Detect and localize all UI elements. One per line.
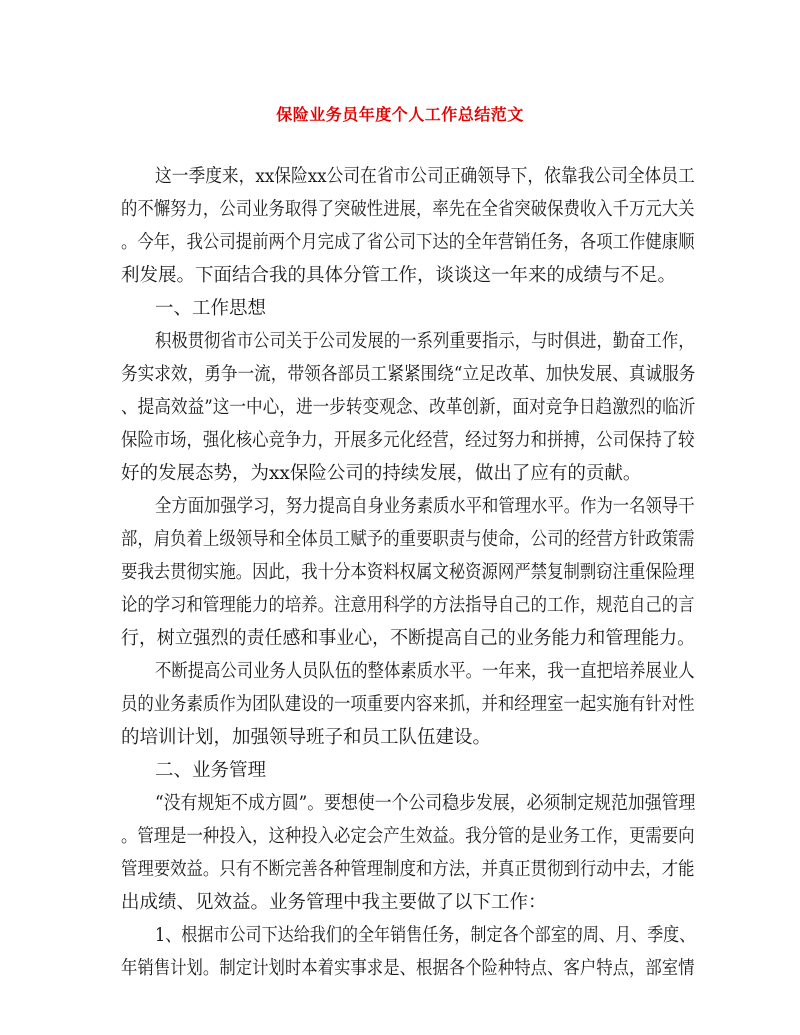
text-line: 积极贯彻省市公司关于公司发展的一系列重要指示，与时俱进，勤奋工作， — [155, 331, 695, 352]
text-line: 论的学习和管理能力的培养。注意用科学的方法指导自己的工作，规范自己的言 — [121, 595, 695, 616]
text-line: 好的发展态势，为xx保险公司的持续发展，做出了应有的贡献。 — [121, 463, 642, 484]
text-line: 出成绩、见效益。业务管理中我主要做了以下工作： — [121, 892, 547, 913]
text-line: 全方面加强学习，努力提高自身业务素质水平和管理水平。作为一名领导干 — [155, 496, 695, 517]
text-line: 保险市场，强化核心竞争力，开展多元化经营，经过努力和拼搏，公司保持了较 — [121, 430, 695, 451]
text-line: 要我去贯彻实施。因此，我十分本资料权属文秘资源网严禁复制剽窃注重保险理 — [121, 562, 695, 583]
text-line: 年销售计划。制定计划时本着实事求是、根据各个险种特点、客户特点，部室情 — [121, 958, 695, 979]
text-line: 的不懈努力，公司业务取得了突破性进展，率先在全省突破保费收入千万元大关 — [121, 199, 695, 220]
text-line: 不断提高公司业务人员队伍的整体素质水平。一年来，我一直把培养展业人 — [155, 661, 695, 682]
text-line: 1、根据市公司下达给我们的全年销售任务，制定各个部室的周、月、季度、 — [155, 925, 696, 946]
text-line: 、提高效益”这一中心，进一步转变观念、改革创新，面对竞争日趋激烈的临沂 — [121, 397, 696, 418]
section-heading: 一、工作思想 — [155, 298, 267, 319]
text-line: 部，肩负着上级领导和全体员工赋予的重要职责与使命，公司的经营方针政策需 — [121, 529, 695, 550]
text-line: 这一季度来，xx保险xx公司在省市公司正确领导下，依靠我公司全体员工 — [155, 166, 695, 187]
text-line: 利发展。下面结合我的具体分管工作，谈谈这一年来的成绩与不足。 — [121, 265, 677, 286]
text-line: 行，树立强烈的责任感和事业心，不断提高自己的业务能力和管理能力。 — [121, 628, 696, 649]
section-heading: 二、业务管理 — [155, 760, 267, 781]
text-line: 。今年，我公司提前两个月完成了省公司下达的全年营销任务，各项工作健康顺 — [121, 232, 695, 253]
text-line: 务实求效，勇争一流，带领各部员工紧紧围绕“立足改革、加快发展、真诚服务 — [121, 364, 696, 385]
document-title: 保险业务员年度个人工作总结范文 — [276, 105, 524, 124]
text-line: 。管理是一种投入，这种投入必定会产生效益。我分管的是业务工作，更需要向 — [121, 826, 695, 847]
text-line: 员的业务素质作为团队建设的一项重要内容来抓，并和经理室一起实施有针对性 — [121, 694, 695, 715]
text-line: 管理要效益。只有不断完善各种管理制度和方法，并真正贯彻到行动中去，才能 — [121, 859, 695, 880]
text-line: “没有规矩不成方圆”。要想使一个公司稳步发展，必须制定规范加强管理 — [155, 793, 696, 814]
text-line: 的培训计划，加强领导班子和员工队伍建设。 — [121, 727, 492, 748]
